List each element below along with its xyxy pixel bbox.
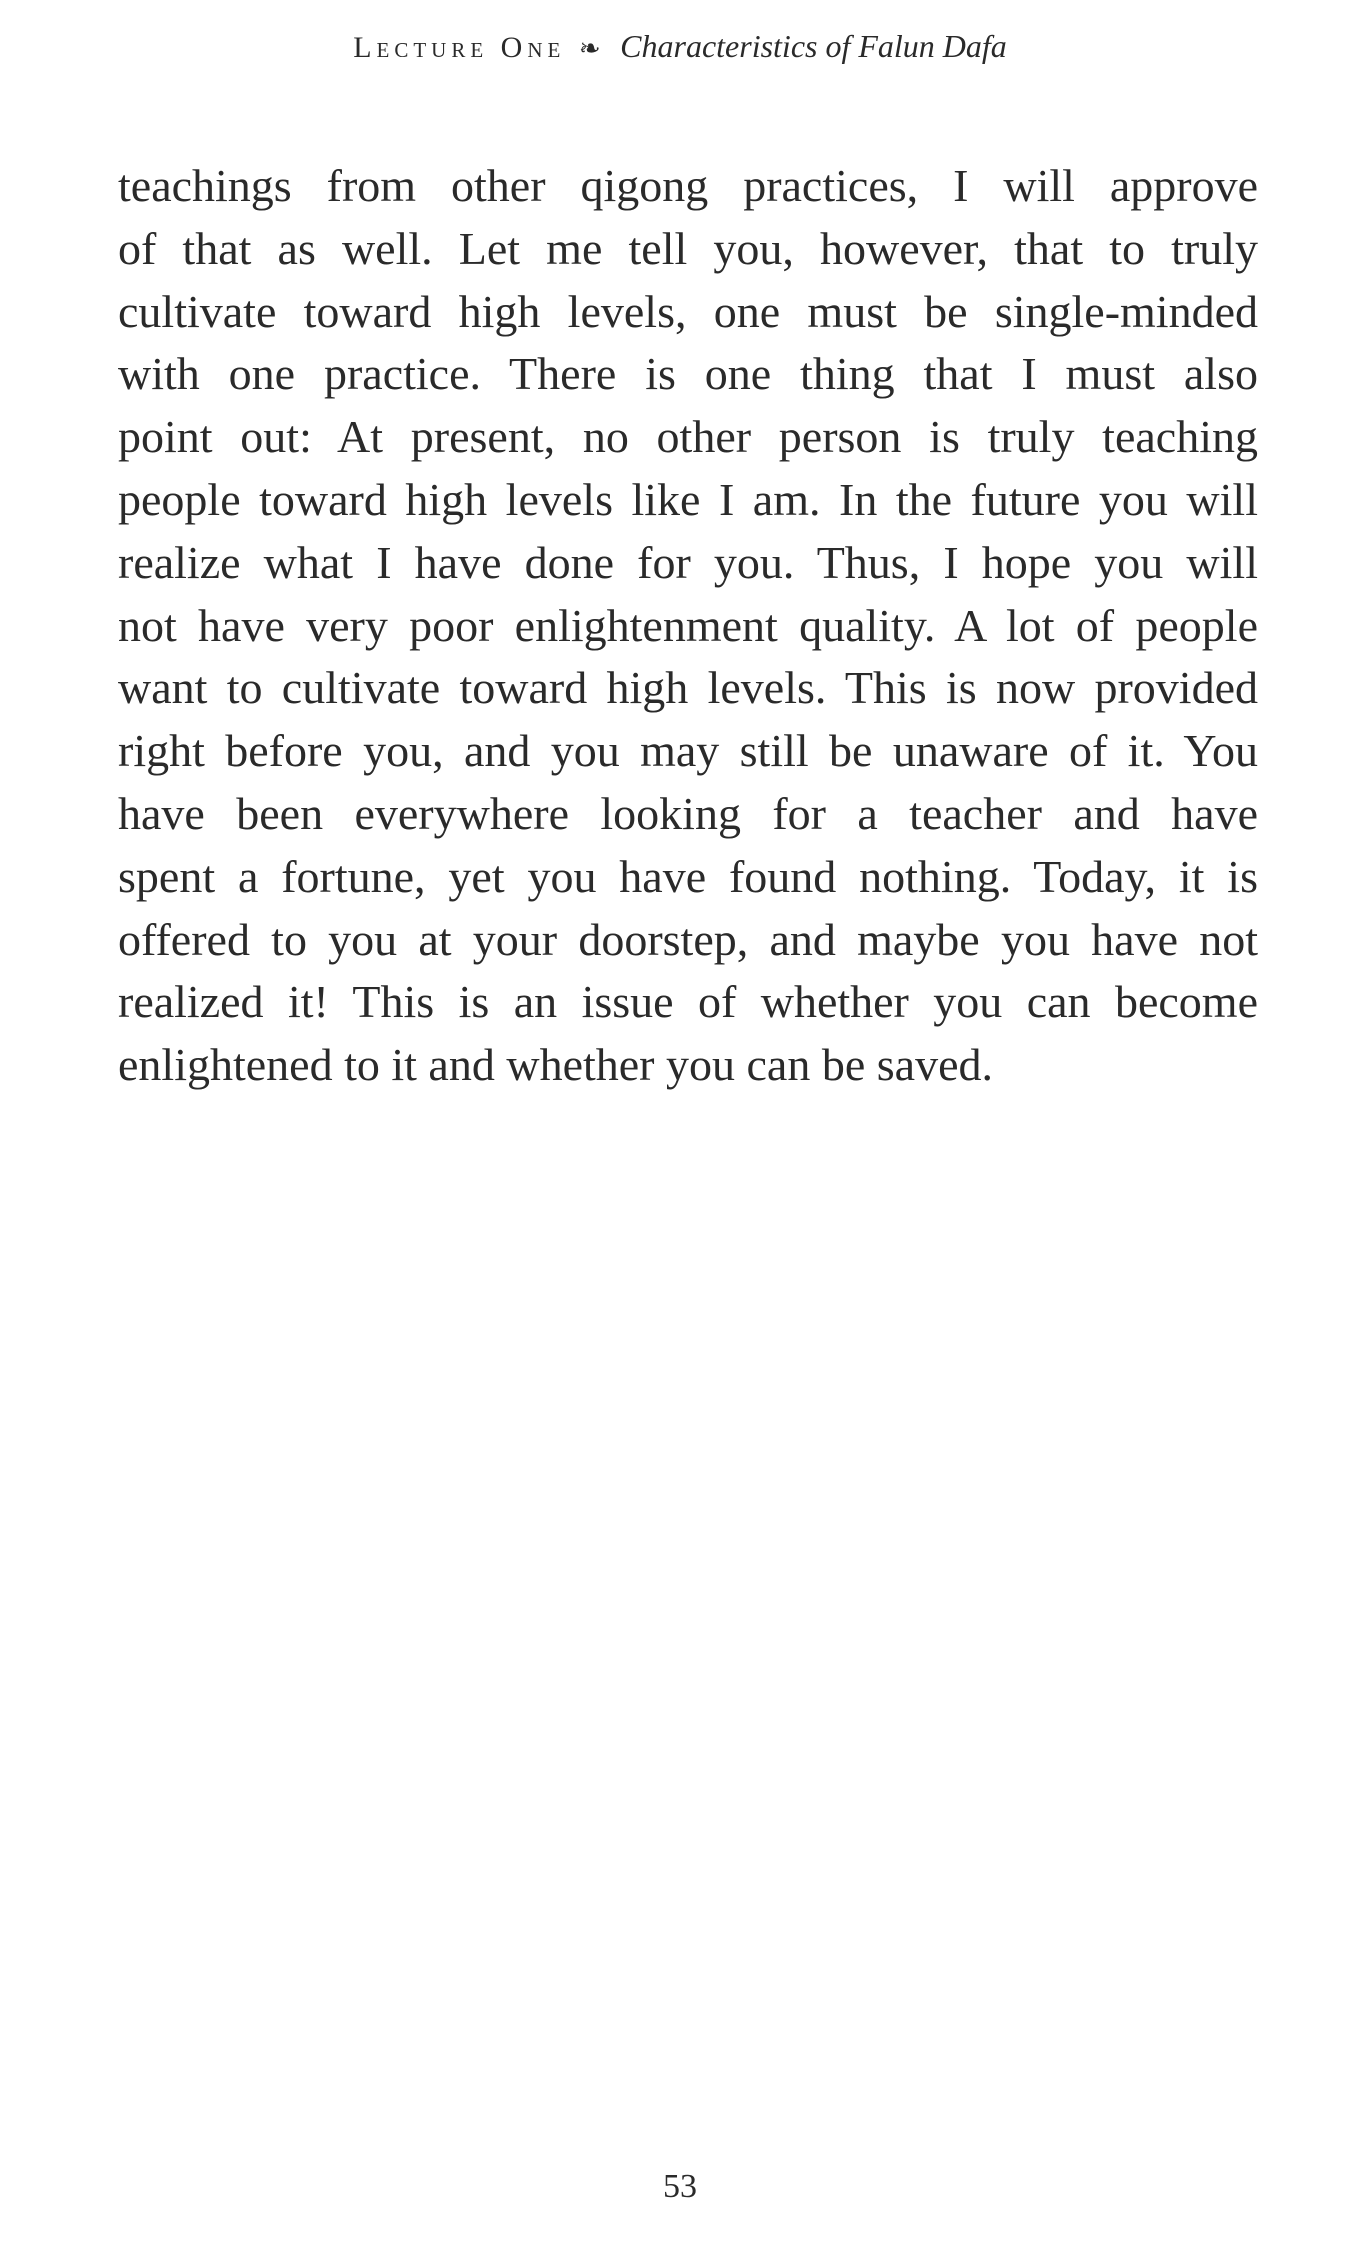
text-line: spent a fortune, yet you have found nothing. Today, it is: [118, 850, 1258, 902]
text-line: teachings from other qigong practices, I will approve: [118, 160, 1258, 211]
text-line: cultivate toward high levels, one must be single-minded: [118, 285, 1258, 337]
text-line: right before you, and you may still be unaware of it. You: [118, 725, 1258, 777]
text-line: not have very poor enlightenment quality. A lot of people: [118, 599, 1258, 651]
text-line: with one practice. There is one thing that I must also: [118, 348, 1258, 400]
book-title: Characteristics of Falun Dafa: [620, 28, 1007, 64]
running-head: [0, 26, 1360, 69]
text-line: point out: At present, no other person is truly teaching: [118, 411, 1258, 463]
text-line: want to cultivate toward high levels. This is now provided: [118, 662, 1258, 714]
text-line: offered to you at your doorstep, and maybe you have not: [118, 913, 1258, 965]
text-line: enlightened to it and whether you can be saved.: [118, 1039, 993, 1091]
text-line: of that as well. Let me tell you, however, that to truly: [118, 222, 1258, 274]
chapter-label: Lecture One: [353, 31, 566, 64]
text-line: realize what I have done for you. Thus, I hope you will: [118, 536, 1258, 588]
text-line: have been everywhere looking for a teacher and have: [118, 787, 1258, 839]
text-line: realized it! This is an issue of whether you can become: [118, 976, 1258, 1028]
page-number: 53: [663, 2168, 697, 2205]
body-paragraph: [118, 155, 1258, 1097]
text-line: people toward high levels like I am. In the future you will: [118, 473, 1258, 525]
fleuron-icon: ❧: [578, 34, 601, 63]
